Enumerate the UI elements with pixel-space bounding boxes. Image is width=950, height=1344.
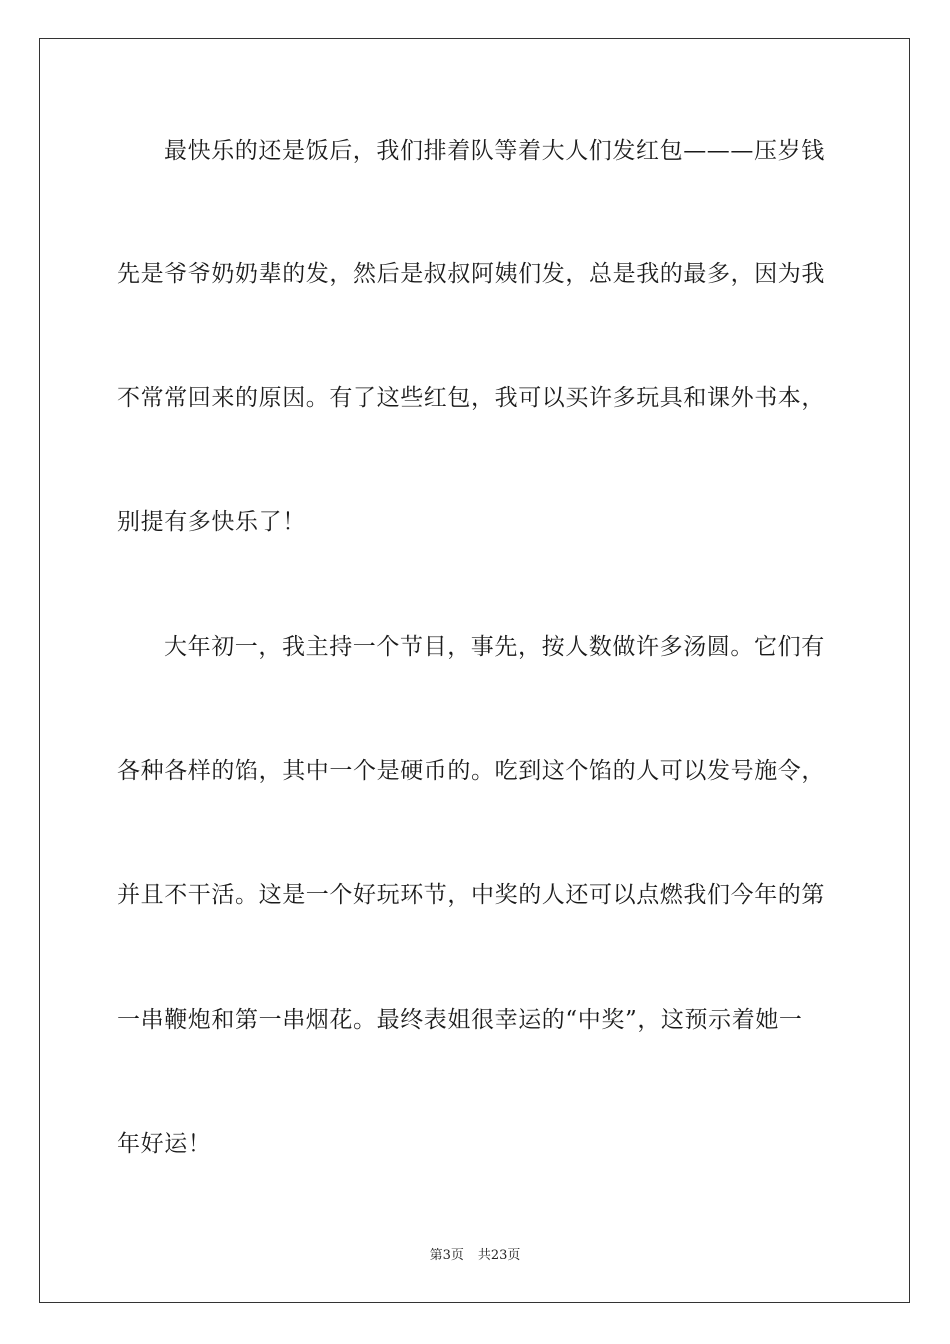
page-footer: [0, 1247, 950, 1265]
paragraph-1-line-2: 先是爷爷奶奶辈的发，然后是叔叔阿姨们发，总是我的最多，因为我: [117, 261, 825, 287]
paragraph-2-line-4: 一串鞭炮和第一串烟花。最终表姐很幸运的“中奖”，这预示着她一: [117, 1007, 803, 1033]
page-number: 第3页: [429, 1248, 464, 1263]
paragraph-1-line-3: 不常常回来的原因。有了这些红包，我可以买许多玩具和课外书本，: [117, 385, 825, 411]
paragraph-2-line-3: 并且不干活。这是一个好玩环节，中奖的人还可以点燃我们今年的第: [117, 882, 825, 908]
paragraph-2-line-2: 各种各样的馅，其中一个是硬币的。吃到这个馅的人可以发号施令，: [117, 758, 825, 784]
paragraph-1-line-4: 别提有多快乐了！: [117, 509, 306, 535]
total-pages: 共23页: [477, 1248, 521, 1263]
paragraph-2-line-1: 大年初一，我主持一个节目，事先，按人数做许多汤圆。它们有: [164, 634, 825, 660]
page-border: [39, 38, 910, 1303]
paragraph-2-line-5: 年好运！: [117, 1131, 212, 1157]
paragraph-1-line-1: 最快乐的还是饭后，我们排着队等着大人们发红包———压岁钱: [164, 138, 825, 164]
